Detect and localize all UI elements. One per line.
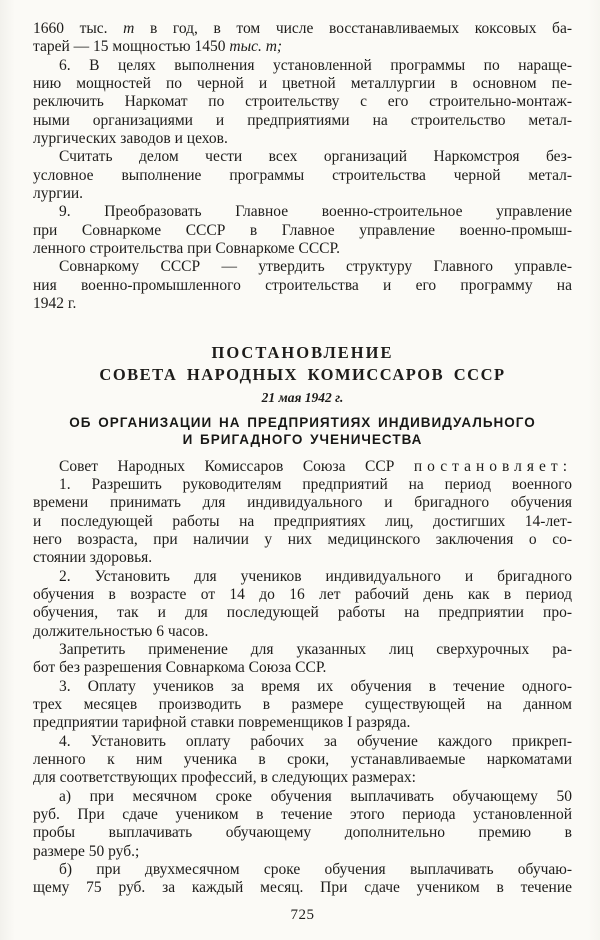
text-line: должительностью 6 часов. bbox=[33, 622, 209, 640]
italic-text: т bbox=[123, 20, 135, 37]
text-line: размере 50 руб.; bbox=[33, 842, 140, 860]
spaced-emphasis-text: постановляет: bbox=[413, 457, 572, 475]
text-segment: в год, в том числе восстанавливаемых коксовых ба- bbox=[134, 20, 572, 37]
text-segment: Совет Народных Комиссаров Союза ССР bbox=[59, 457, 414, 475]
text-line bbox=[33, 458, 572, 476]
text-line: ленного строительства при Совнаркоме СССР. bbox=[33, 240, 341, 258]
text-line: 1. Разрешить руководителям предприятий на период военного bbox=[59, 475, 572, 493]
text-line: предприятии тарифной ставки повременщиков I разряда. bbox=[33, 714, 411, 732]
text-segment: 1660 тыс. bbox=[33, 20, 124, 37]
text-line: условное выполнение программы строительства черной метал- bbox=[33, 166, 572, 184]
text-line: трех месяцев производить в размере существующей на данном bbox=[33, 695, 572, 713]
decree-body-text bbox=[33, 458, 572, 898]
text-line: лургических заводов и цехов. bbox=[33, 130, 228, 148]
text-line: ния военно-промышленного строительства и его программу на bbox=[33, 276, 572, 294]
decree-subject bbox=[33, 414, 572, 449]
text-line: 2. Установить для учеников индивидуального и бригадного bbox=[59, 567, 572, 585]
text-line: обучения, так и для последующей работы на предприятии про- bbox=[33, 604, 572, 622]
text-line bbox=[33, 38, 572, 56]
decree-title: ПОСТАНОВЛЕНИЕ bbox=[211, 342, 394, 362]
text-line: б) при двухмесячном сроке обучения выплачивать обучаю- bbox=[59, 861, 572, 879]
text-line: обучения в возрасте от 14 до 16 лет рабочий день как в период bbox=[33, 585, 572, 603]
text-line: лургии. bbox=[33, 185, 84, 203]
decree-subject-line2: И БРИГАДНОГО УЧЕНИЧЕСТВА bbox=[182, 432, 423, 447]
text-line: а) при месячном сроке обучения выплачивать обучающему 50 bbox=[59, 787, 572, 805]
text-line: пробы выплачивать обучающему дополнительно премию в bbox=[33, 824, 572, 842]
decree-date: 21 мая 1942 г. bbox=[261, 389, 344, 405]
text-line: нию мощностей по черной и цветной металлургии в основном пе- bbox=[33, 75, 572, 93]
text-line: него возраста, при наличии у них медицинского заключения о со- bbox=[33, 530, 572, 548]
text-line: 6. В целях выполнения установленной программы по нараще- bbox=[59, 56, 572, 74]
text-segment: тарей — 15 мощностью 1450 bbox=[33, 38, 230, 56]
text-line: времени принимать для индивидуального и бригадного обучения bbox=[33, 494, 572, 512]
text-line: руб. При сдаче учеником в течение этого периода установленной bbox=[33, 806, 572, 824]
text-line: Совнаркому СССР — утвердить структуру Главного управле- bbox=[59, 258, 572, 276]
decree-authority: СОВЕТА НАРОДНЫХ КОМИССАРОВ СССР bbox=[99, 364, 506, 384]
text-line: при Совнаркоме СССР в Главное управление военно-промыш- bbox=[33, 221, 572, 239]
text-column bbox=[33, 0, 572, 924]
italic-text: тыс. т; bbox=[229, 38, 283, 56]
page-number: 725 bbox=[290, 906, 315, 923]
text-line: реключить Наркомат по строительству с его строительно-монтаж- bbox=[33, 93, 572, 111]
top-fragment-text bbox=[33, 0, 572, 314]
text-line: 1942 г. bbox=[33, 295, 77, 313]
text-line: стоянии здоровья. bbox=[33, 549, 153, 567]
text-line: и последующей работы на предприятиях лиц, достигших 14-лет- bbox=[33, 512, 572, 530]
text-line: 9. Преобразовать Главное военно-строительное управление bbox=[59, 203, 572, 221]
text-line bbox=[33, 20, 572, 38]
text-line: Запретить применение для указанных лиц сверхурочных ра- bbox=[59, 640, 572, 658]
text-line: 3. Оплату учеников за время их обучения в течение одного- bbox=[59, 677, 572, 695]
text-line: ными организациями и предприятиями на строительство метал- bbox=[33, 111, 572, 129]
text-line: Считать делом чести всех организаций Наркомстроя без- bbox=[59, 148, 572, 166]
text-line: ленного к ним ученика в сроки, устанавливаемые наркоматами bbox=[33, 751, 572, 768]
text-line: для соответствующих профессий, в следующих размерах: bbox=[33, 769, 416, 787]
text-line: щему 75 руб. за каждый месяц. При сдаче учеником в течение bbox=[33, 879, 572, 897]
text-line: бот без разрешения Совнаркома Союза ССР. bbox=[33, 659, 327, 677]
decree-subject-line1: ОБ ОРГАНИЗАЦИИ НА ПРЕДПРИЯТИЯХ ИНДИВИДУАЛЬНОГО bbox=[69, 414, 536, 430]
text-line: 4. Установить оплату рабочих за обучение каждого прикреп- bbox=[59, 732, 572, 750]
